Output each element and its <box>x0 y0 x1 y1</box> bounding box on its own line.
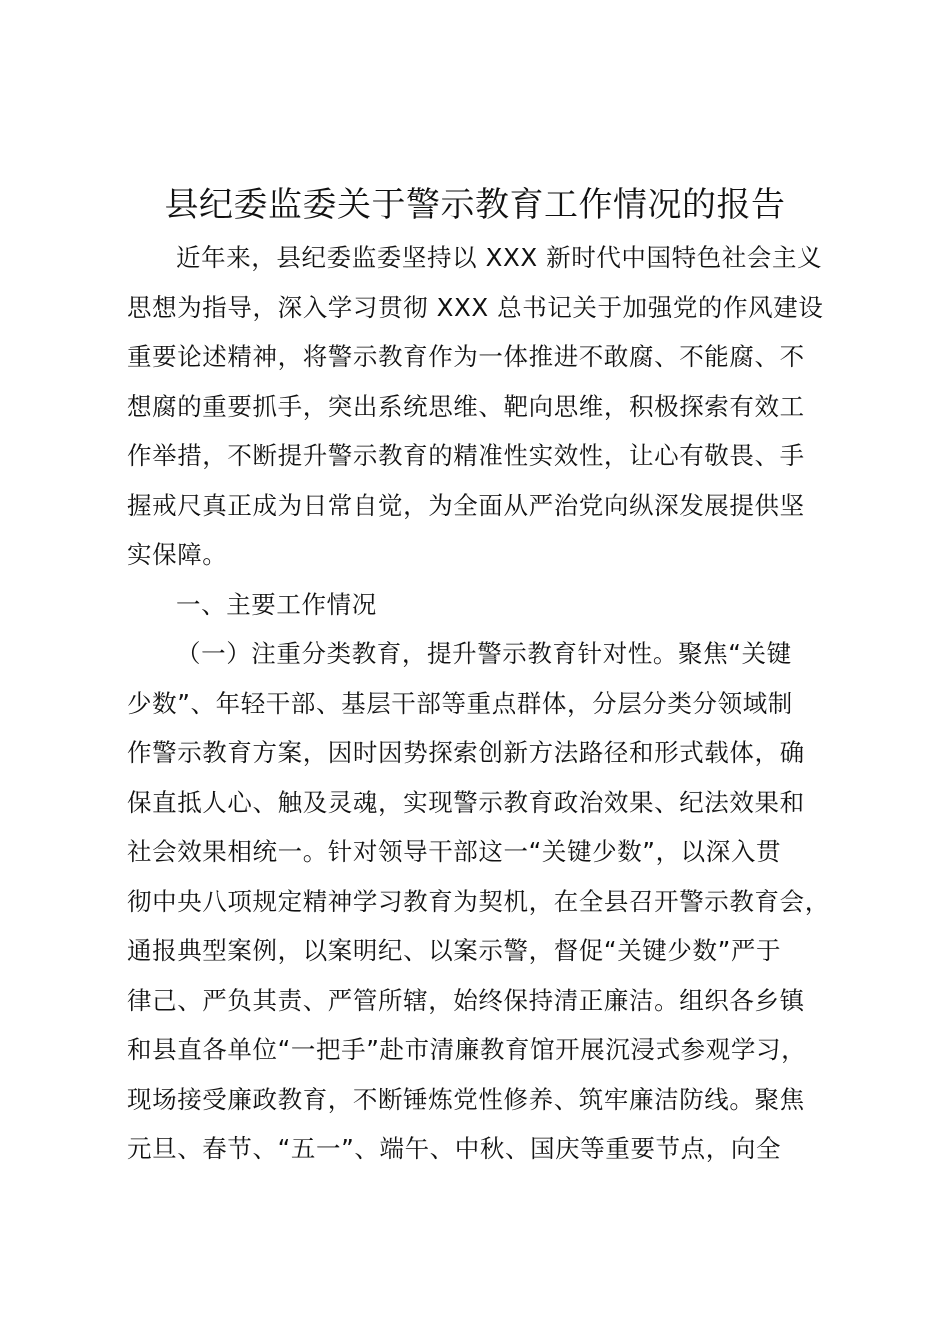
paragraph-line: 握戒尺真正成为日常自觉，为全面从严治党向纵深发展提供坚 <box>127 490 805 520</box>
paragraph-line: 作警示教育方案，因时因势探索创新方法路径和形式载体，确 <box>127 738 805 767</box>
document-title: 县纪委监委关于警示教育工作情况的报告 <box>164 185 786 225</box>
paragraph-line: 通报典型案例，以案明纪、以案示警，督促“关键少数”严于 <box>127 936 782 965</box>
paragraph-line: 和县直各单位“一把手”赴市清廉教育馆开展沉浸式参观学习， <box>127 1035 807 1064</box>
paragraph-line: （一）注重分类教育，提升警示教育针对性。聚焦“关键 <box>176 639 792 668</box>
paragraph-line: 现场接受廉政教育，不断锤炼党性修养、筑牢廉洁防线。聚焦 <box>127 1084 805 1114</box>
paragraph-line: 彻中央八项规定精神学习教育为契机，在全县召开警示教育会， <box>127 886 830 916</box>
paragraph-line: 律己、严负其责、严管所辖，始终保持清正廉洁。组织各乡镇 <box>127 985 805 1015</box>
paragraph-line: 少数”、年轻干部、基层干部等重点群体，分层分类分领域制 <box>127 688 793 718</box>
paragraph-line: 社会效果相统一。针对领导干部这一“关键少数”，以深入贯 <box>127 837 782 866</box>
paragraph-line: 保直抵人心、触及灵魂，实现警示教育政治效果、纪法效果和 <box>127 787 805 817</box>
paragraph-line: 近年来，县纪委监委坚持以 XXX 新时代中国特色社会主义 <box>176 243 823 272</box>
paragraph-line: 思想为指导，深入学习贯彻 XXX 总书记关于加强党的作风建设 <box>127 292 824 322</box>
document-body <box>127 233 833 1174</box>
paragraph-line: 实保障。 <box>127 540 228 569</box>
paragraph-line: 元旦、春节、“五一”、端午、中秋、国庆等重要节点，向全 <box>127 1134 782 1163</box>
paragraph-line: 想腐的重要抓手，突出系统思维、靶向思维，积极探索有效工 <box>127 391 805 421</box>
paragraph-line: 作举措，不断提升警示教育的精准性实效性，让心有敬畏、手 <box>127 441 805 470</box>
paragraph-line: 重要论述精神，将警示教育作为一体推进不敢腐、不能腐、不 <box>127 342 805 371</box>
section-heading: 一、主要工作情况 <box>176 589 377 619</box>
